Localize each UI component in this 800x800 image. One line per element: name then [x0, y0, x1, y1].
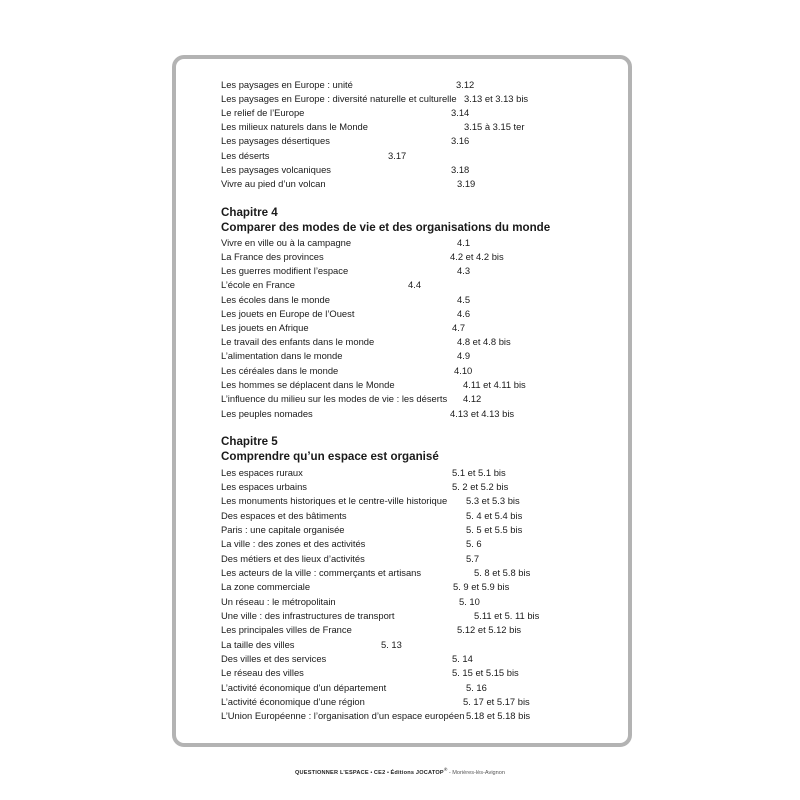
entry-ref: 5.12 et 5.12 bis: [457, 624, 522, 635]
entry-title: L’activité économique d’un département: [221, 682, 387, 693]
entry-ref: 4.4: [408, 279, 422, 290]
footer-trademark: ®: [443, 767, 448, 772]
entry-ref: 5.11 et 5. 11 bis: [474, 610, 540, 621]
entry-ref: 4.12: [463, 393, 482, 404]
footer-separator: •: [386, 769, 389, 776]
entry-title: Un réseau : le métropolitain: [221, 596, 336, 607]
entry-title: La France des provinces: [221, 251, 324, 262]
entry-title: L’influence du milieu sur les modes de vie : les déserts: [221, 393, 448, 404]
entry-ref: 5. 9 et 5.9 bis: [453, 581, 510, 592]
entry-title: Paris : une capitale organisée: [221, 524, 345, 535]
entry-ref: 5. 8 et 5.8 bis: [474, 567, 531, 578]
entry-ref: 3.16: [451, 135, 470, 146]
entry-ref: 5. 2 et 5.2 bis: [452, 481, 509, 492]
entry-ref: 4.9: [457, 350, 471, 361]
entry-ref: 5. 10: [459, 596, 480, 607]
footer-level: CE2: [373, 769, 386, 776]
entry-title: Les paysages en Europe : unité: [221, 79, 353, 90]
entry-title: La zone commerciale: [221, 581, 311, 592]
entry-title: Les espaces ruraux: [221, 467, 303, 478]
entry-title: Des métiers et des lieux d’activités: [221, 553, 365, 564]
entry-title: Les céréales dans le monde: [221, 365, 339, 376]
entry-title: L’école en France: [221, 279, 296, 290]
page-footer: [0, 767, 800, 776]
entry-ref: 5. 15 et 5.15 bis: [452, 667, 519, 678]
entry-ref: 4.8 et 4.8 bis: [457, 336, 511, 347]
entry-title: Une ville : des infrastructures de transport: [221, 610, 395, 621]
entry-title: Le relief de l’Europe: [221, 107, 305, 118]
entry-ref: 3.17: [388, 150, 407, 161]
entry-title: Les écoles dans le monde: [221, 294, 330, 305]
entry-ref: 3.19: [457, 178, 476, 189]
entry-ref: 4.7: [452, 322, 466, 333]
entry-ref: 4.11 et 4.11 bis: [463, 379, 526, 390]
entry-ref: 5. 13: [381, 639, 402, 650]
entry-title: Les paysages volcaniques: [221, 164, 331, 175]
entry-ref: 3.13 et 3.13 bis: [464, 93, 529, 104]
entry-title: L’Union Européenne : l’organisation d’un espace européen: [221, 710, 465, 721]
entry-title: Les milieux naturels dans le Monde: [221, 121, 368, 132]
entry-title: Les jouets en Afrique: [221, 322, 309, 333]
entry-title: La taille des villes: [221, 639, 295, 650]
entry-ref: 4.6: [457, 308, 471, 319]
entry-title: Les peuples nomades: [221, 408, 313, 419]
entry-title: Les déserts: [221, 150, 270, 161]
footer-city: - Morières-lès-Avignon: [447, 769, 505, 776]
entry-title: Vivre en ville ou à la campagne: [221, 237, 352, 248]
entry-title: Les acteurs de la ville : commerçants et artisans: [221, 567, 422, 578]
entry-ref: 5. 16: [466, 682, 487, 693]
entry-ref: 5.18 et 5.18 bis: [466, 710, 531, 721]
entry-ref: 4.2 et 4.2 bis: [450, 251, 504, 262]
entry-title: Les principales villes de France: [221, 624, 352, 635]
entry-title: Les monuments historiques et le centre-ville historique: [221, 495, 448, 506]
entry-ref: 5. 5 et 5.5 bis: [466, 524, 523, 535]
chapter-heading: Chapitre 5: [221, 435, 278, 448]
entry-title: Les guerres modifient l’espace: [221, 265, 349, 276]
entry-ref: 4.3: [457, 265, 471, 276]
entry-title: L’alimentation dans le monde: [221, 350, 343, 361]
entry-title: Les hommes se déplacent dans le Monde: [221, 379, 395, 390]
entry-title: L’activité économique d’une région: [221, 696, 365, 707]
footer-publisher: Éditions JOCATOP: [390, 769, 444, 776]
entry-ref: 3.18: [451, 164, 470, 175]
footer-separator: •: [370, 769, 373, 776]
entry-ref: 5. 6: [466, 538, 482, 549]
entry-ref: 4.13 et 4.13 bis: [450, 408, 515, 419]
entry-ref: 4.10: [454, 365, 473, 376]
entry-title: Les espaces urbains: [221, 481, 307, 492]
entry-title: Vivre au pied d’un volcan: [221, 178, 326, 189]
entry-title: Le travail des enfants dans le monde: [221, 336, 375, 347]
entry-ref: 5.7: [466, 553, 480, 564]
entry-title: Le réseau des villes: [221, 667, 304, 678]
entry-ref: 4.5: [457, 294, 471, 305]
chapter-heading: Chapitre 4: [221, 206, 278, 219]
chapter-title: Comparer des modes de vie et des organisations du monde: [221, 221, 551, 234]
entry-ref: 5.3 et 5.3 bis: [466, 495, 520, 506]
entry-title: Les jouets en Europe de l’Ouest: [221, 308, 355, 319]
footer-collection: QUESTIONNER L’ESPACE: [294, 769, 369, 776]
entry-ref: 5. 17 et 5.17 bis: [463, 696, 530, 707]
entry-ref: 5. 4 et 5.4 bis: [466, 510, 523, 521]
entry-ref: 3.12: [456, 79, 475, 90]
entry-ref: 5. 14: [452, 653, 473, 664]
entry-title: Des villes et des services: [221, 653, 327, 664]
entry-ref: 3.14: [451, 107, 470, 118]
chapter-title: Comprendre qu’un espace est organisé: [221, 450, 439, 463]
entry-ref: 3.15 à 3.15 ter: [464, 121, 525, 132]
entry-title: Les paysages en Europe : diversité naturelle et culturelle: [221, 93, 457, 104]
entry-title: Les paysages désertiques: [221, 135, 330, 146]
entry-title: La ville : des zones et des activités: [221, 538, 366, 549]
entry-title: Des espaces et des bâtiments: [221, 510, 347, 521]
entry-ref: 4.1: [457, 237, 471, 248]
entry-ref: 5.1 et 5.1 bis: [452, 467, 506, 478]
